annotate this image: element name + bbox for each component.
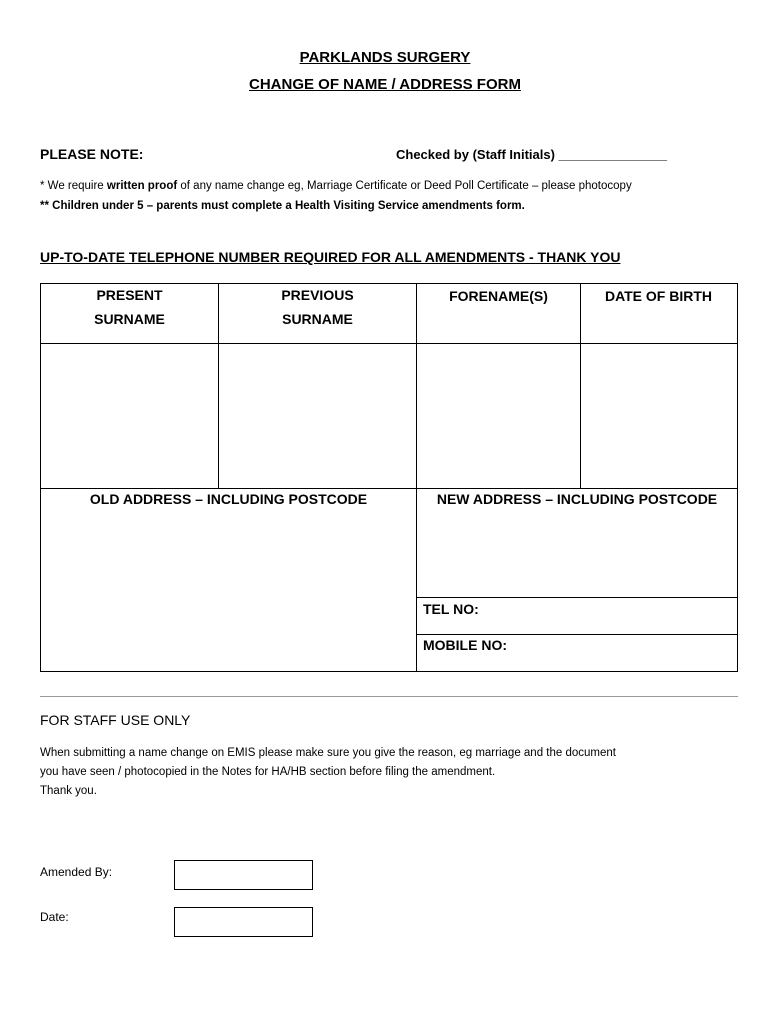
header-present-line2: SURNAME [94,311,165,327]
new-address-label: NEW ADDRESS – INCLUDING POSTCODE [436,491,718,507]
amended-by-label: Amended By: [40,865,113,879]
checked-by [396,147,667,162]
old-address-field[interactable] [41,512,416,669]
note-line1-suffix: of any name change eg, Marriage Certificate or Deed Poll Certificate – please photocopy [177,180,632,192]
staff-section-divider [40,696,738,697]
amended-by-input[interactable] [174,860,313,890]
note-written-proof [40,180,632,192]
header-present-line1: PRESENT [96,287,163,303]
header-date-of-birth: DATE OF BIRTH [604,288,713,304]
checked-by-line[interactable]: _______________ [558,147,667,162]
row-divider-newaddr [416,597,738,598]
new-address-field[interactable] [417,512,737,597]
row-divider-tel [416,634,738,635]
tel-no-label: TEL NO: [423,601,479,617]
present-surname-field[interactable] [41,344,218,488]
date-input[interactable] [174,907,313,937]
row-divider-names [40,488,738,489]
telephone-banner: UP-TO-DATE TELEPHONE NUMBER REQUIRED FOR ALL AMENDMENTS - THANK YOU [40,249,621,265]
practice-name: PARKLANDS SURGERY [299,49,471,66]
staff-instructions [40,744,616,801]
previous-surname-field[interactable] [219,344,416,488]
checked-by-label: Checked by (Staff Initials) [396,147,555,162]
header-previous-surname [219,283,416,331]
header-forenames: FORENAME(S) [449,288,548,304]
staff-instruction-line3: Thank you. [40,785,97,797]
date-label: Date: [40,910,69,924]
mobile-no-label: MOBILE NO: [423,637,507,653]
staff-instruction-line2: you have seen / photocopied in the Notes for HA/HB section before filing the amendment. [40,766,496,778]
staff-use-heading: FOR STAFF USE ONLY [40,712,191,728]
note-line1-prefix: * We require [40,180,107,192]
header-present-surname [41,283,218,331]
note-children-under-5: ** Children under 5 – parents must complete a Health Visiting Service amendments form. [40,200,525,212]
header-previous-line2: SURNAME [282,311,353,327]
forenames-field[interactable] [417,344,580,488]
header-previous-line1: PREVIOUS [281,287,354,303]
please-note-label: PLEASE NOTE: [40,146,144,162]
old-address-label: OLD ADDRESS – INCLUDING POSTCODE [89,491,368,507]
note-line1-bold: written proof [106,180,178,192]
form-title: CHANGE OF NAME / ADDRESS FORM [249,76,521,93]
staff-instruction-line1: When submitting a name change on EMIS please make sure you give the reason, eg marriage and the document [40,747,616,759]
date-of-birth-field[interactable] [581,344,736,488]
